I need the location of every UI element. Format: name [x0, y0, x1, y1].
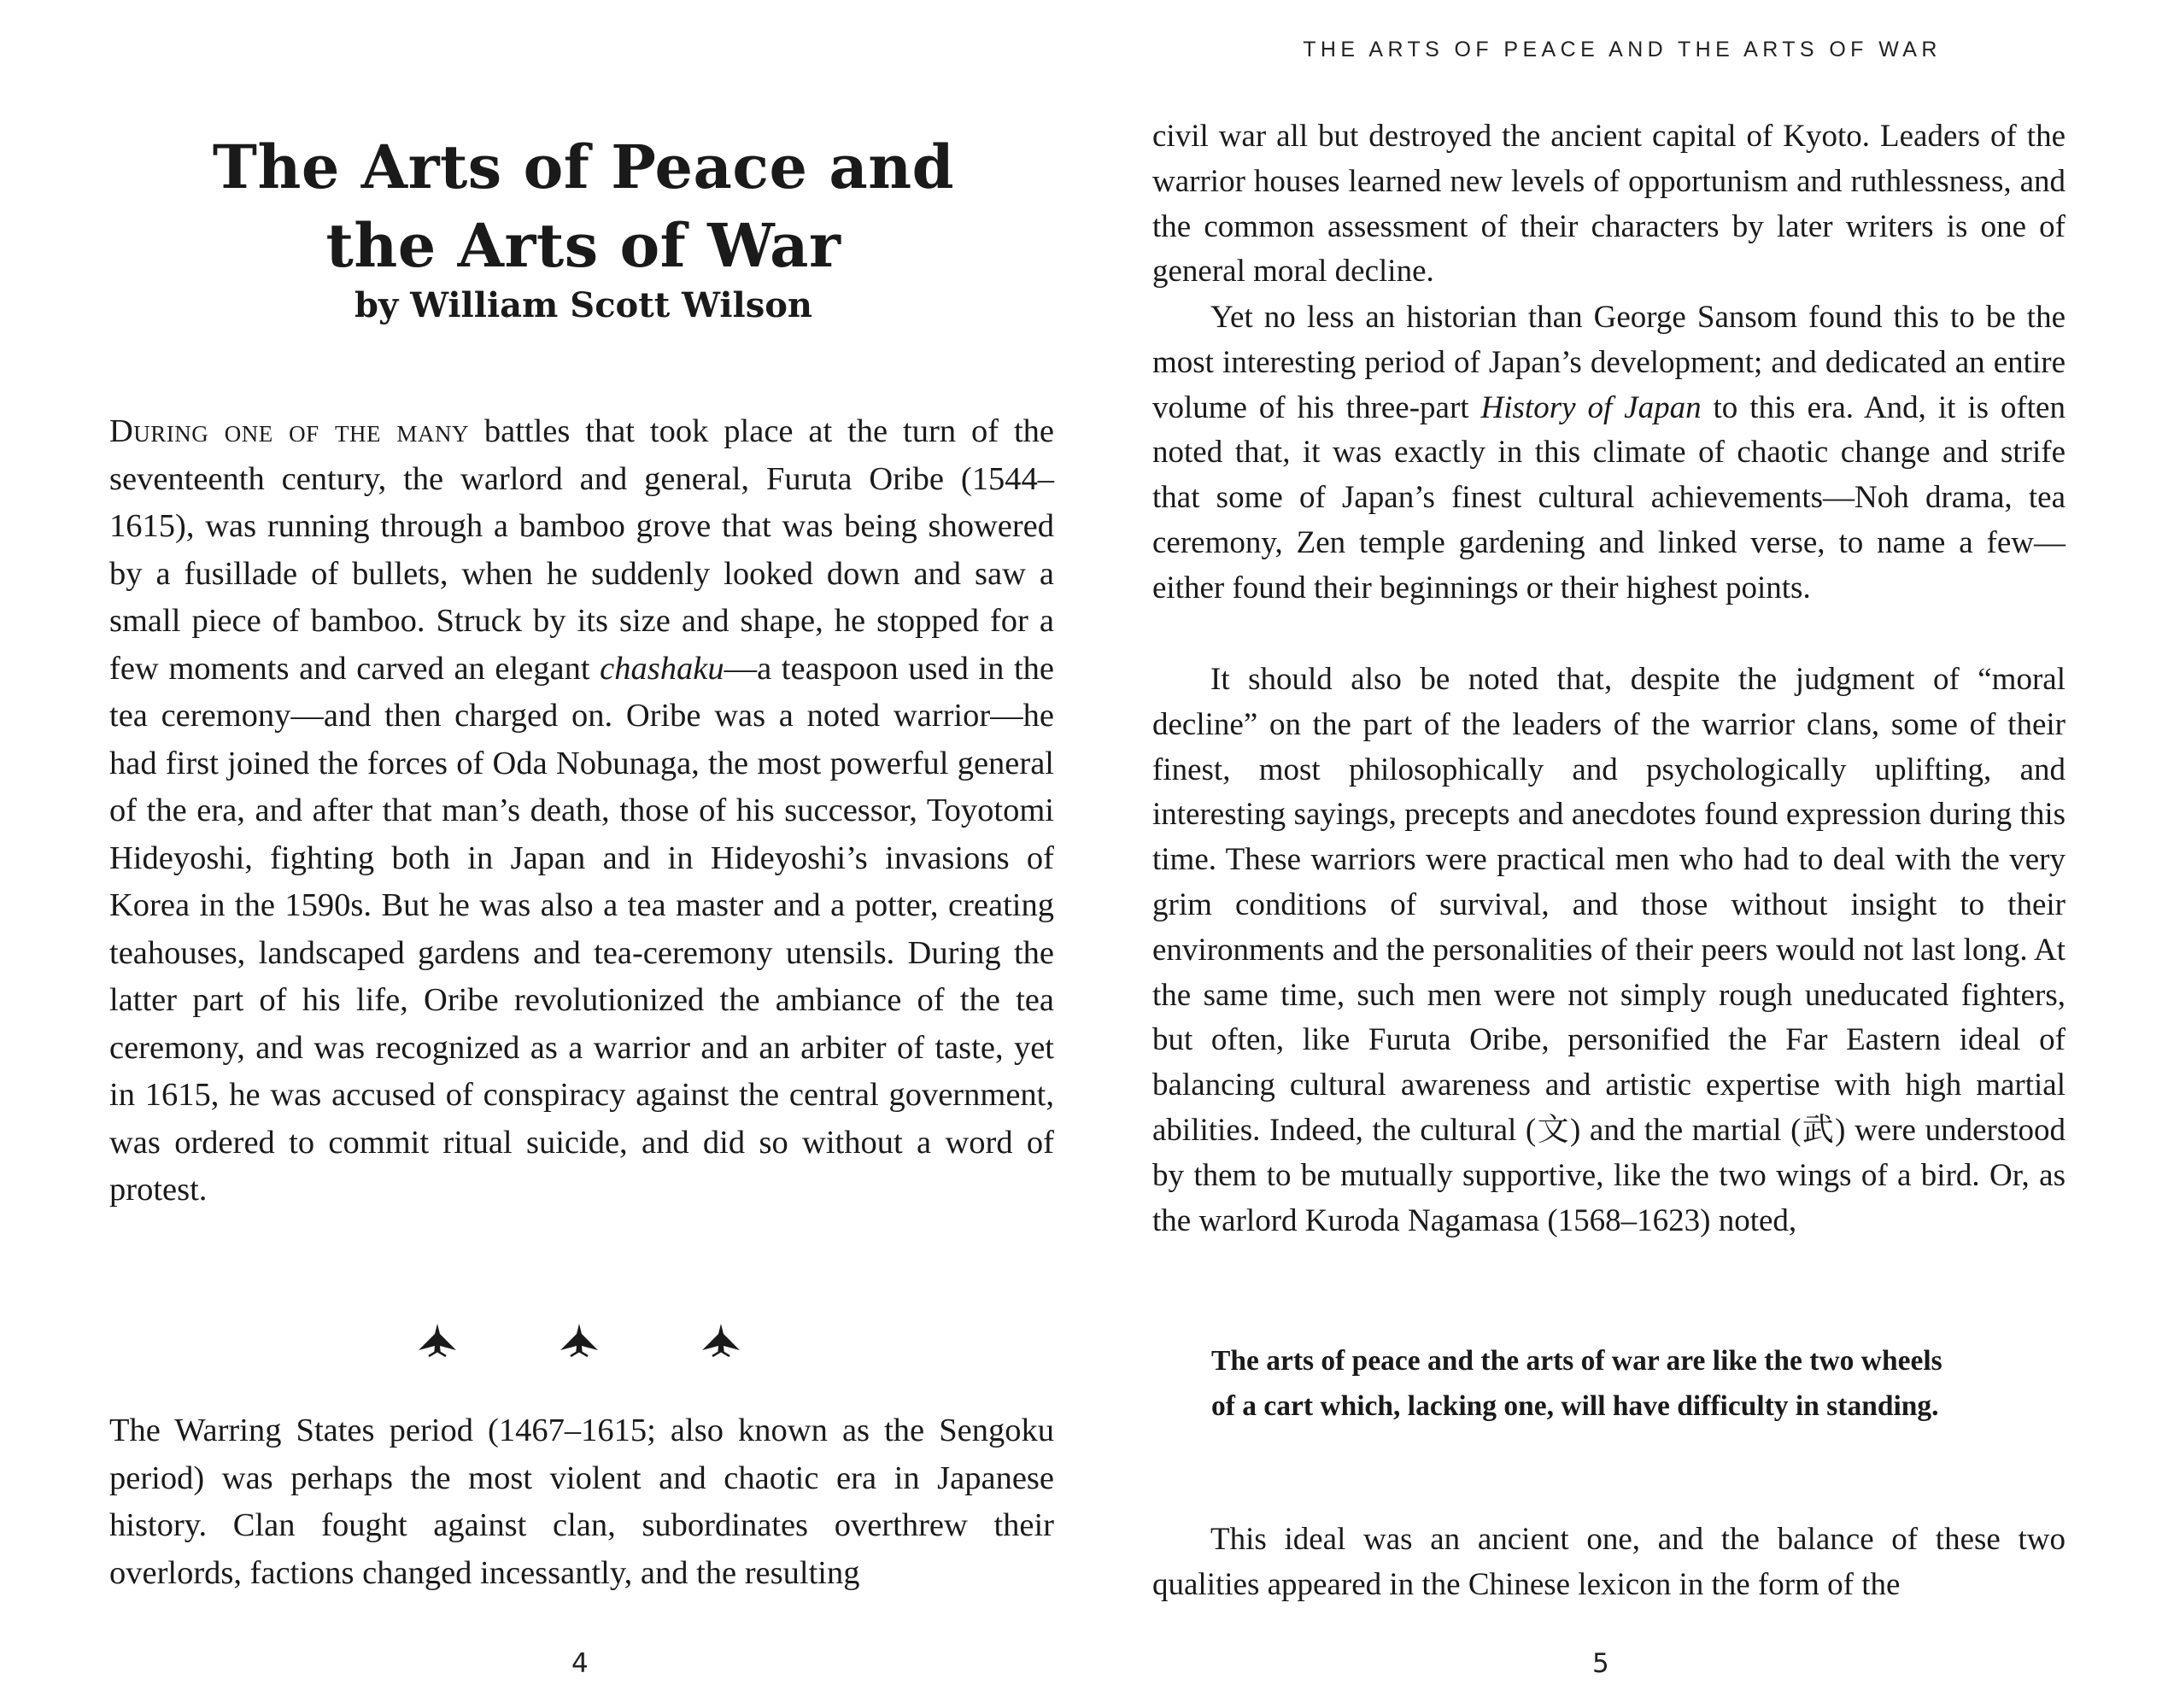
paragraph-text-segment: battles that took place at the turn of the seventeenth century, the warlord and general, Furuta Oribe (1544–1615), was running through a bamboo grove that was being showered by a fusillade of bullets, when he suddenly looked down and saw a small piece of bamboo. Struck by its size and shape, he stopped for a few moments and carved an elegant	[109, 413, 1054, 687]
page-number-right: 5	[1592, 1648, 1609, 1679]
paragraph-text-segment: —a teaspoon used in the tea ceremony—and then charged on. Oribe was a noted warrior—he had first joined the forces of Oda Nobunaga, the most powerful general of the era, and after that man’s death, those of his successor, Toyotomi Hideyoshi, fighting both in Japan and in Hideyoshi’s invasions of Korea in the 1590s. But he was also a tea master and a potter, creating teahouses, landscaped gardens and tea-ceremony utensils. During the latter part of his life, Oribe revolutionized the ambiance of the tea ceremony, and was recognized as a warrior and an arbiter of taste, yet in 1615, he was accused of conspiracy against the central government, was ordered to commit ritual suicide, and did so without a word of protest.	[109, 650, 1055, 1208]
section-break-ornaments	[366, 1322, 793, 1363]
right-paragraph-3: It should also be noted that, despite the judgment of “moral decline” on the part of the leaders of the warrior clans, some of their finest, most philosophically and psychologically uplifting, and interesting sayings, precepts and anecdotes found expression during this time. These warriors were practical men who had to deal with the very grim conditions of survival, and those without insight to their environments and the personalities of their peers would not last long. At the same time, such men were not simply rough uneducated fighters, but often, like Furuta Oribe, personified the Far Eastern ideal of balancing cultural awareness and artistic expertise with high martial abilities. Indeed, the cultural (文) and the martial (武) were understood by them to be mutually supportive, like the two wings of a bird. Or, as the warlord Kuroda Nagamasa (1568–1623) noted,	[1152, 662, 2065, 1238]
paragraph-text-segment: to this era. And, it is often noted that, it was exactly in this climate of chaotic change and strife that some of Japan’s finest cultural achievements—Noh drama, tea ceremony, Zen temple gardening and linked verse, to name a few—either found their beginnings or their highest points.	[1152, 389, 2065, 605]
chapter-title-line-1: The Arts of Peace and	[212, 132, 955, 202]
italic-book-title: History of Japan	[1480, 389, 1702, 425]
right-paragraph-2	[1152, 295, 2065, 611]
right-page	[1084, 0, 2168, 1708]
author-byline: by William Scott Wilson	[354, 285, 812, 325]
right-paragraph-4: This ideal was an ancient one, and the balance of these two qualities appeared in the Chinese lexicon in the form of the	[1152, 1522, 2065, 1602]
paragraph-text-segment: Yet no less an historian than George Sansom found this to be the most interesting period of Japan’s development; and dedicated an entire volume of his three-part	[1152, 300, 2065, 425]
chapter-title-line-2: the Arts of War	[325, 210, 841, 281]
fleuron-icon	[700, 1322, 741, 1363]
fleuron-icon	[559, 1322, 600, 1363]
left-paragraph-2: The Warring States period (1467–1615; also known as the Sengoku period) was perhaps the most violent and chaotic era in Japanese history. Clan fought against clan, subordinates overthrew their overlords, factions changed incessantly, and the resulting	[109, 1413, 1054, 1591]
opening-small-caps: During one of the many	[109, 413, 469, 449]
italic-term-chashaku: chashaku	[600, 650, 724, 687]
fleuron-icon	[417, 1322, 458, 1363]
page-number-left: 4	[571, 1648, 589, 1679]
left-paragraph-1	[109, 408, 1054, 1214]
right-paragraph-1: civil war all but destroyed the ancient capital of Kyoto. Leaders of the warrior houses learned new levels of opportunism and ruthlessness, and the common assessment of their characters by later writers is one of general moral decline.	[1152, 119, 2065, 290]
block-quote: The arts of peace and the arts of war are like the two wheels of a cart which, lacking one, will have difficulty in standing.	[1211, 1345, 1942, 1422]
chapter-title	[109, 128, 1058, 285]
running-head: THE ARTS OF PEACE AND THE ARTS OF WAR	[1303, 38, 1942, 61]
